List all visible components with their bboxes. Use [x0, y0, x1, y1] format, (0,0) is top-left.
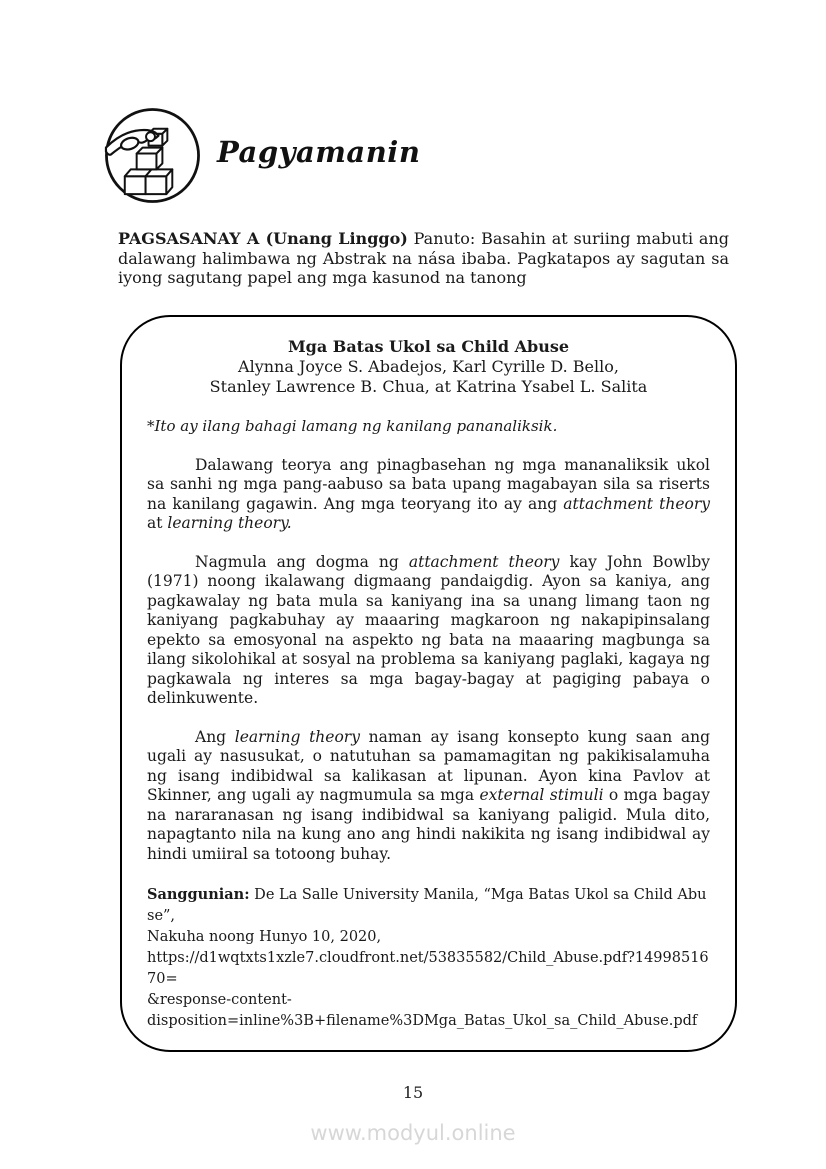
paragraph-segment: kay John Bowlby (1971) noong ikalawang digmaang pandaigdig. Ayon sa kaniya, ang pagkawalay ng bata mula sa kaniyang ina sa unang limang taon ng kaniyang pagkabuhay ay maaaring magkaroon ng nakapipinsalang epekto sa emosyonal na aspekto ng bata na maaaring magbunga sa ilang sikolohikal at sosyal na problema sa kaniyang paglaki, kagaya ng pagkawala ng interes sa mga bagay-bagay at pagiging pabaya o delinkuwente.: [147, 552, 711, 707]
paragraph-segment: Ang: [195, 727, 235, 746]
page-title: Pagyamanin: [217, 135, 421, 169]
reference-line: https://d1wqtxts1xzle7.cloudfront.net/53835582/Child_Abuse.pdf?1499851670=: [147, 950, 709, 987]
activity-instructions: [118, 229, 729, 288]
italic-term: learning theory.: [167, 514, 292, 532]
paragraph-segment: Nagmula ang dogma ng: [195, 552, 409, 571]
hand-stacking-blocks-icon: [103, 106, 202, 205]
italic-term: attachment theory: [408, 552, 560, 571]
reference-text: De La Salle University Manila, “Mga Batas Ukol sa Child Abuse”,: [147, 887, 707, 924]
pagyamanin-section-icon: [103, 106, 202, 205]
paragraph-segment: naman ay isang konsepto kung saan ang ugali ay nasusukat, o natutuhan sa pamamagitan ng pakikisalamuha ng isang indibidwal sa kalikasan at lipunan. Ayon kina Pavlov at Skinner, ang ugali ay nagmumula sa mga: [147, 727, 711, 804]
reference-citation: [147, 884, 710, 1032]
italic-term: attachment theory: [563, 494, 711, 513]
reference-line: [147, 884, 710, 927]
paragraph-segment: o mga bagay na nararanasan ng isang indibidwal sa kaniyang paligid. Mula dito, napagtanto nila na kung ano ang hindi nakikita ng isang indibidwal ay hindi umiiral sa totoong buhay.: [147, 786, 710, 863]
italic-term: learning theory: [234, 727, 360, 746]
abstract-note: *Ito ay ilang bahagi lamang ng kanilang pananaliksik.: [147, 417, 558, 435]
paragraph-segment: at: [147, 514, 168, 532]
abstract-paragraph-3: [147, 728, 710, 865]
reference-line: &response-content-: [147, 992, 292, 1008]
watermark: www.modyul.online: [310, 1121, 516, 1145]
reference-line: Nakuha noong Hunyo 10, 2020,: [147, 929, 382, 945]
author-line: Alynna Joyce S. Abadejos, Karl Cyrille D. Bello,: [238, 357, 619, 376]
page-number: 15: [402, 1083, 424, 1102]
paragraph-segment: Dalawang teorya ang pinagbasehan ng mga mananaliksik ukol sa sanhi ng mga pang-aabuso sa bata upang magabayan sila sa riserts na kanilang gagawin. Ang mga teoryang ito ay ang: [147, 455, 710, 513]
italic-term: external stimuli: [479, 786, 604, 804]
instructions-text: Panuto: Basahin at suriing mabuti ang dalawang halimbawa ng Abstrak na nása ibaba. Pagkatapos ay sagutan sa iyong sagutang papel ang mga kasunod na tanong: [118, 229, 729, 287]
author-line: Stanley Lawrence B. Chua, at Katrina Ysabel L. Salita: [209, 377, 648, 396]
abstract-box: [120, 315, 737, 1052]
activity-label: PAGSASANAY A (Unang Linggo): [118, 229, 408, 248]
abstract-paragraph-1: [147, 456, 710, 534]
abstract-title: Mga Batas Ukol sa Child Abuse: [287, 337, 570, 356]
reference-label: Sanggunian:: [147, 886, 250, 903]
reference-line: disposition=inline%3B+filename%3DMga_Batas_Ukol_sa_Child_Abuse.pdf: [147, 1013, 698, 1029]
abstract-paragraph-2: [147, 553, 710, 709]
abstract-authors: [147, 357, 710, 397]
